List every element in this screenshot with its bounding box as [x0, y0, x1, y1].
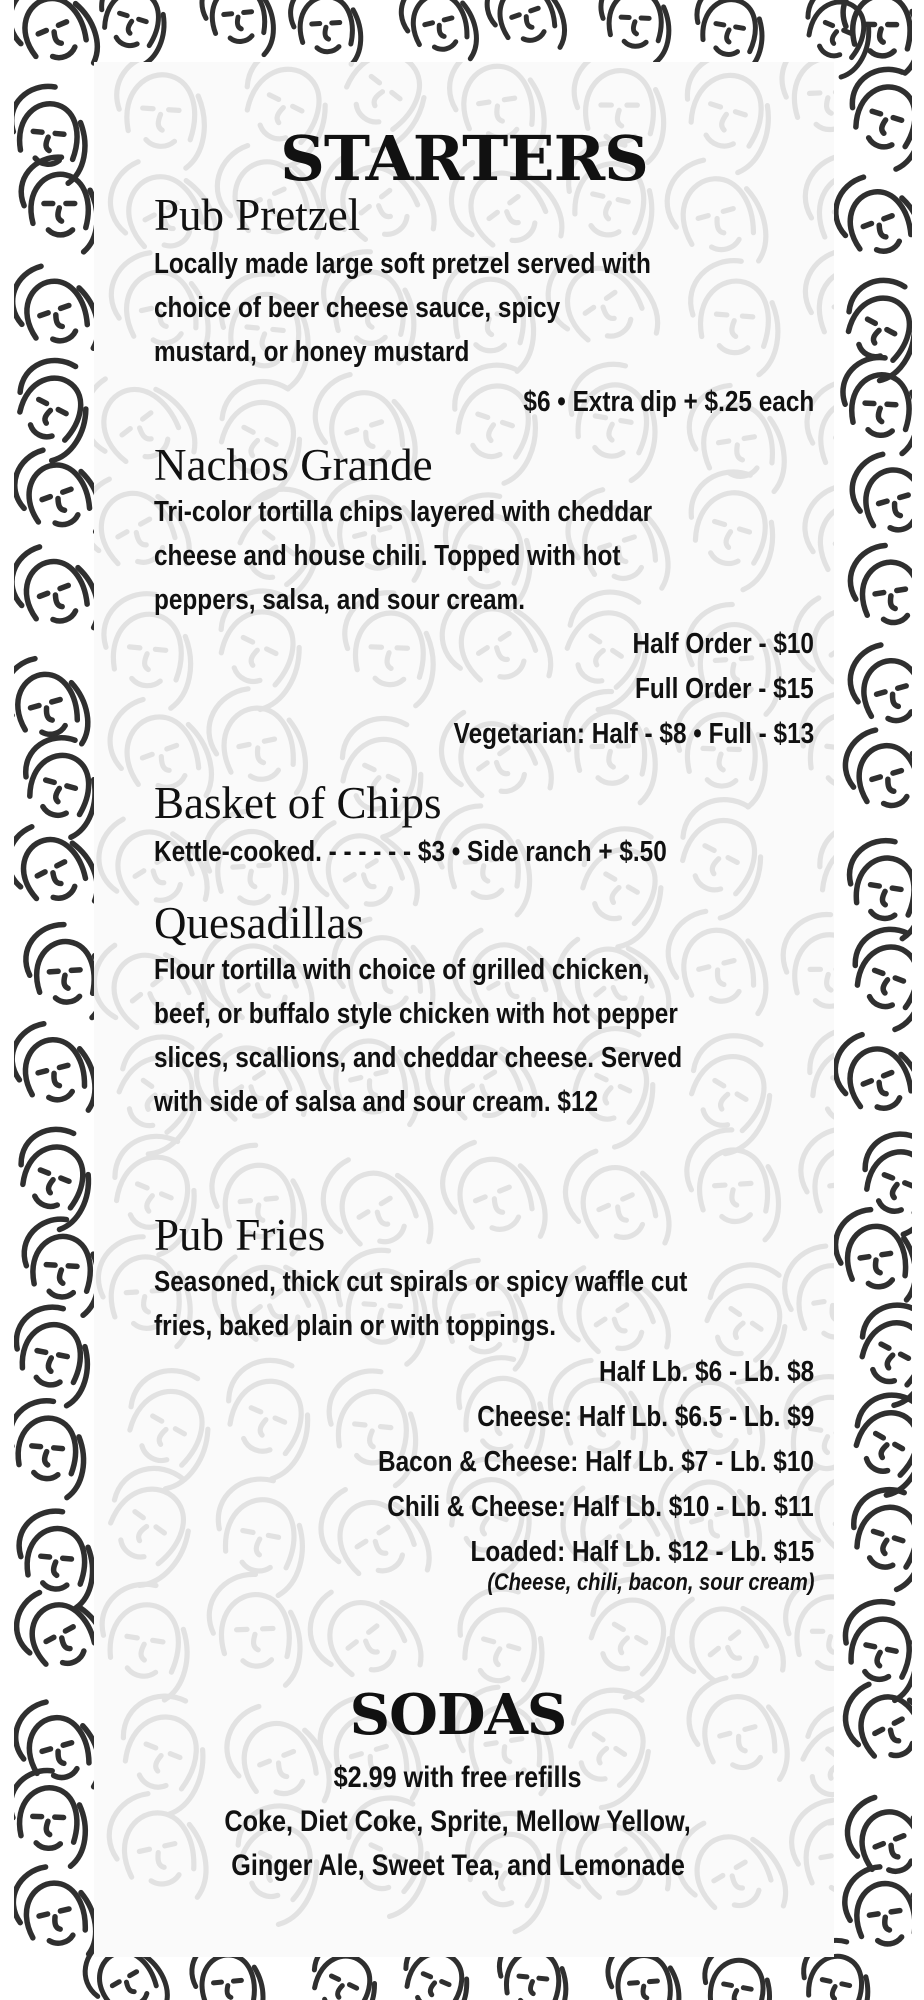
doodle-face-icon — [826, 165, 912, 280]
doodle-face-icon — [599, 0, 671, 63]
doodle-face-icon — [843, 0, 912, 73]
doodle-face-icon — [840, 1861, 912, 1966]
item-desc-pub-fries — [154, 1260, 792, 1348]
doodle-face-icon — [14, 0, 106, 87]
doodle-face-icon — [14, 1301, 98, 1409]
doodle-face-icon — [14, 1508, 98, 1609]
doodle-face-icon — [21, 1217, 102, 1316]
doodle-face-icon — [833, 1668, 912, 1787]
doodle-face-icon — [479, 0, 572, 66]
doodle-face-icon — [845, 540, 912, 645]
price-fries-loaded: Loaded: Half Lb. $12 - Lb. $15 — [470, 1536, 814, 1568]
doodle-face-icon — [289, 0, 362, 69]
price-fries-chili-cheese: Chili & Cheese: Half Lb. $10 - Lb. $11 — [387, 1491, 814, 1523]
item-desc-pub-pretzel — [154, 242, 792, 374]
doodle-face-icon — [836, 60, 912, 173]
price-nachos-vegetarian: Vegetarian: Half - $8 • Full - $13 — [453, 718, 814, 750]
doodle-face-icon — [841, 835, 912, 940]
doodle-face-icon — [199, 0, 276, 60]
item-desc-nachos-grande — [154, 490, 792, 622]
item-name-nachos-grande: Nachos Grande — [154, 440, 433, 490]
doodle-face-icon — [825, 268, 912, 387]
sodas-heading: SODAS — [349, 1682, 567, 1748]
desc-line: cheese and house chili. Topped with hot — [154, 540, 621, 572]
sodas-list-line-1 — [94, 1800, 828, 1844]
doodle-face-icon — [14, 254, 106, 369]
doodle-face-icon — [14, 649, 95, 761]
sodas-price-line — [94, 1756, 828, 1800]
desc-line: Flour tortilla with choice of grilled chicken, — [154, 954, 650, 986]
starters-heading: STARTERS — [280, 122, 648, 195]
doodle-face-icon — [831, 1204, 912, 1309]
doodle-face-icon — [14, 1859, 102, 1969]
price-nachos-half: Half Order - $10 — [632, 628, 814, 660]
loaded-fries-note: (Cheese, chili, bacon, sour cream) — [486, 1569, 814, 1596]
doodle-face-icon — [837, 720, 912, 832]
doodle-face-icon — [14, 810, 107, 929]
desc-line: Tri-color tortilla chips layered with cheddar — [154, 496, 653, 528]
soda-text: Coke, Diet Coke, Sprite, Mellow Yellow, — [224, 1805, 692, 1838]
desc-line: choice of beer cheese sauce, spicy — [154, 292, 561, 324]
doodle-face-icon — [21, 157, 97, 252]
menu-page — [14, 0, 912, 2000]
doodle-face-icon — [845, 1123, 912, 1239]
menu-content — [94, 62, 834, 1957]
soda-text: $2.99 with free refills — [334, 1761, 582, 1794]
doodle-face-icon — [837, 919, 912, 1034]
doodle-face-icon — [14, 1015, 101, 1125]
item-desc-basket-of-chips — [154, 830, 792, 874]
desc-line: mustard, or honey mustard — [154, 336, 470, 368]
item-name-basket-of-chips: Basket of Chips — [154, 778, 442, 828]
desc-line: Kettle-cooked. - - - - - - $3 • Side ranch + $.50 — [154, 836, 667, 868]
doodle-face-icon — [87, 0, 179, 70]
sodas-list-line-2 — [94, 1844, 828, 1888]
price-fries-bacon-cheese: Bacon & Cheese: Half Lb. $7 - Lb. $10 — [378, 1446, 814, 1478]
desc-line: Locally made large soft pretzel served with — [154, 248, 651, 280]
doodle-face-icon — [14, 1769, 88, 1867]
price-fries-plain: Half Lb. $6 - Lb. $8 — [598, 1356, 814, 1388]
price-pub-pretzel: $6 • Extra dip + $.25 each — [523, 386, 814, 418]
doodle-face-icon — [14, 534, 106, 649]
desc-line: Seasoned, thick cut spirals or spicy waffle cut — [154, 1266, 688, 1298]
doodle-face-icon — [832, 1382, 912, 1502]
doodle-face-icon — [837, 1480, 912, 1593]
item-desc-quesadillas — [154, 948, 792, 1124]
soda-text: Ginger Ale, Sweet Tea, and Lemonade — [231, 1849, 685, 1882]
price-fries-cheese: Cheese: Half Lb. $6.5 - Lb. $9 — [476, 1401, 814, 1433]
doodle-face-icon — [14, 1398, 89, 1499]
doodle-face-icon — [834, 1595, 912, 1703]
desc-line: fries, baked plain or with toppings. — [154, 1310, 556, 1342]
price-nachos-full: Full Order - $15 — [635, 673, 814, 705]
doodle-face-icon — [825, 1021, 912, 1137]
desc-line: peppers, salsa, and sour cream. — [154, 584, 525, 616]
menu-panel — [94, 62, 834, 1957]
doodle-face-icon — [14, 83, 90, 184]
desc-line: slices, scallions, and cheddar cheese. Served — [154, 1042, 683, 1074]
desc-line: beef, or buffalo style chicken with hot pepper — [154, 998, 678, 1030]
item-name-pub-fries: Pub Fries — [154, 1210, 326, 1260]
item-name-pub-pretzel: Pub Pretzel — [154, 190, 361, 240]
item-name-quesadillas: Quesadillas — [154, 898, 364, 948]
desc-line: with side of salsa and sour cream. $12 — [154, 1086, 599, 1118]
doodle-face-icon — [844, 444, 912, 556]
